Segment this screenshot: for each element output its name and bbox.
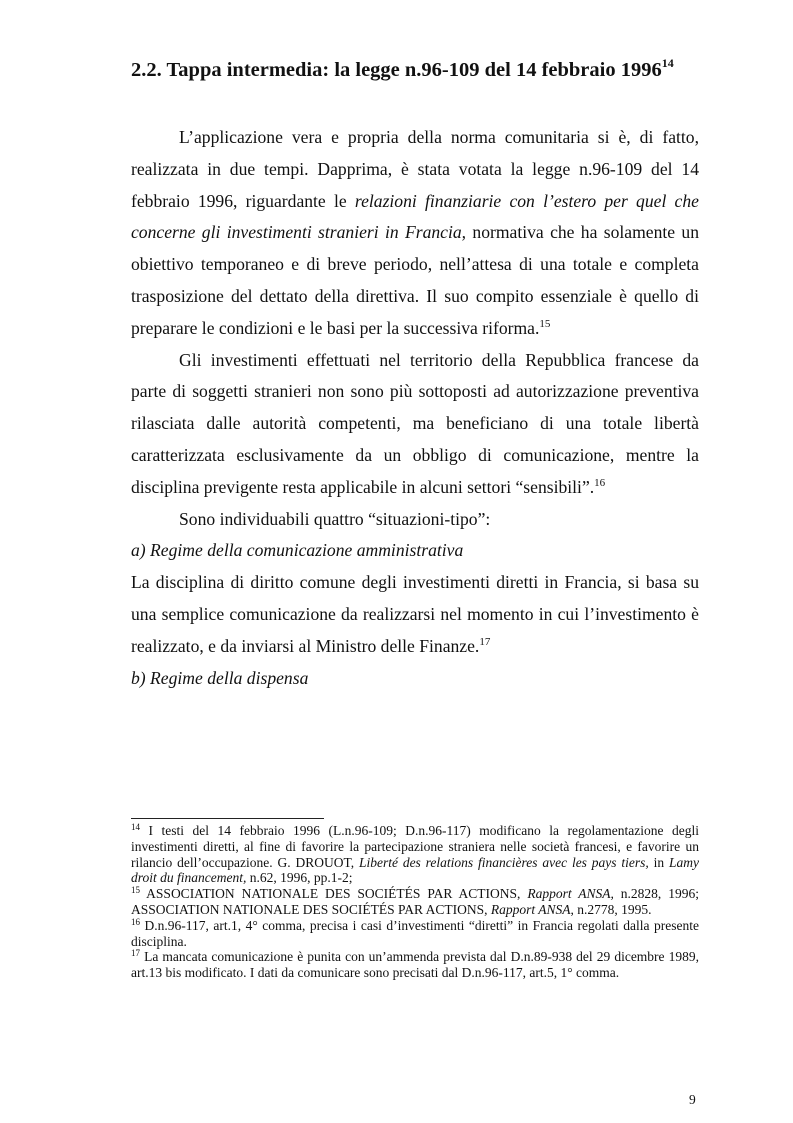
footnote-16-number: 16 [131, 916, 140, 927]
body-text [131, 122, 699, 694]
section-heading-text: 2.2. Tappa intermedia: la legge n.96-109 del 14 febbraio 1996 [131, 59, 662, 81]
footnote-16-text: D.n.96-117, art.1, 4° comma, precisa i casi d’investimenti “diretti” in Francia regolati dalla presente disciplina. [131, 917, 699, 949]
footnote-15-text-c: , n.2778, 1995. [570, 901, 652, 917]
footnote-15 [131, 886, 699, 918]
paragraph-4-text: La disciplina di diritto comune degli investimenti diretti in Francia, si basa su una semplice comunicazione da realizzarsi nel momento in cui l’investimento è realizzato, e da inviarsi al Ministro delle Finanze. [131, 572, 699, 656]
paragraph-2 [131, 345, 699, 504]
footnote-15-text-a: ASSOCIATION NATIONALE DES SOCIÉTÉS PAR ACTIONS, [140, 886, 528, 902]
paragraph-2-text: Gli investimenti effettuati nel territorio della Repubblica francese da parte di soggetti stranieri non sono più sottoposti ad autorizzazione preventiva rilasciata dalle autorità competenti, ma beneficiano di una totale libertà caratterizzata esclusivamente da un obbligo di comunicazione, mentre la disciplina previgente resta applicabile in alcuni settori “sensibili”. [131, 349, 699, 497]
paragraph-1-italic: relazioni finanziarie con l’estero per quel che concerne gli investimenti stranieri in Francia, [131, 190, 699, 243]
paragraph-1 [131, 122, 699, 345]
subheading-a: a) Regime della comunicazione amministrativa [131, 540, 464, 561]
footnote-15-text-b: n.2828, 1996; ASSOCIATION NATIONALE DES SOCIÉTÉS PAR ACTIONS, [131, 886, 699, 917]
paragraph-3: Sono individuabili quattro “situazioni-tipo”: [179, 508, 491, 529]
footnote-separator [131, 818, 324, 819]
footnote-14-number: 14 [131, 822, 140, 832]
paragraph-1-text-b: normativa che ha solamente un obiettivo temporaneo e di breve periodo, nell’attesa di una totale e completa trasposizione del dettato della direttiva. Il suo compito essenziale è quello di preparare le condizioni e le basi per la successiva riforma. [131, 222, 699, 338]
footnote-14-italic-1: Liberté des relations financières avec les pays tiers, [358, 854, 649, 870]
footnote-ref-15[interactable]: 15 [539, 317, 551, 330]
footnotes [131, 823, 699, 981]
footnote-15-italic-2: Rapport ANSA [490, 901, 571, 917]
footnote-17-number: 17 [131, 948, 140, 959]
footnote-14-text-c: n.62, 1996, pp.1-2; [246, 870, 353, 886]
section-heading [131, 54, 699, 87]
footnote-ref-16[interactable]: 16 [594, 476, 606, 489]
subheading-b: b) Regime della dispensa [131, 667, 309, 688]
footnote-16 [131, 918, 699, 950]
footnote-15-italic-1: Rapport ANSA, [527, 886, 614, 902]
paragraph-1-text-a: L’applicazione vera e propria della norma comunitaria si è, di fatto, realizzata in due tempi. Dapprima, è stata votata la legge n.96-109 del 14 febbraio 1996, riguardante le [131, 127, 699, 211]
footnote-14-text-b: in [648, 854, 669, 870]
footnote-14-italic-2: Lamy droit du financement, [131, 854, 699, 886]
footnote-14-text-a: I testi del 14 febbraio 1996 (L.n.96-109; D.n.96-117) modificano la regolamentazione degli investimenti diretti, al fine di favorire la partecipazione straniera nelle società francesi, e favorire un rilancio dell’occupazione. G. DROUOT, [131, 823, 699, 870]
footnote-17-text: La mancata comunicazione è punita con un’ammenda prevista dal D.n.89-938 del 29 dicembre 1989, art.13 bis modificato. I dati da comunicare sono precisati dal D.n.96-117, art.5, 1° comma. [131, 949, 699, 981]
page-number: 9 [689, 1092, 696, 1107]
footnote-17 [131, 949, 699, 981]
footnote-15-number: 15 [131, 885, 140, 896]
paragraph-4 [131, 567, 699, 662]
footnote-14 [131, 823, 699, 886]
footnote-ref-17[interactable]: 17 [479, 635, 491, 648]
footnote-ref-14[interactable]: 14 [661, 56, 674, 70]
